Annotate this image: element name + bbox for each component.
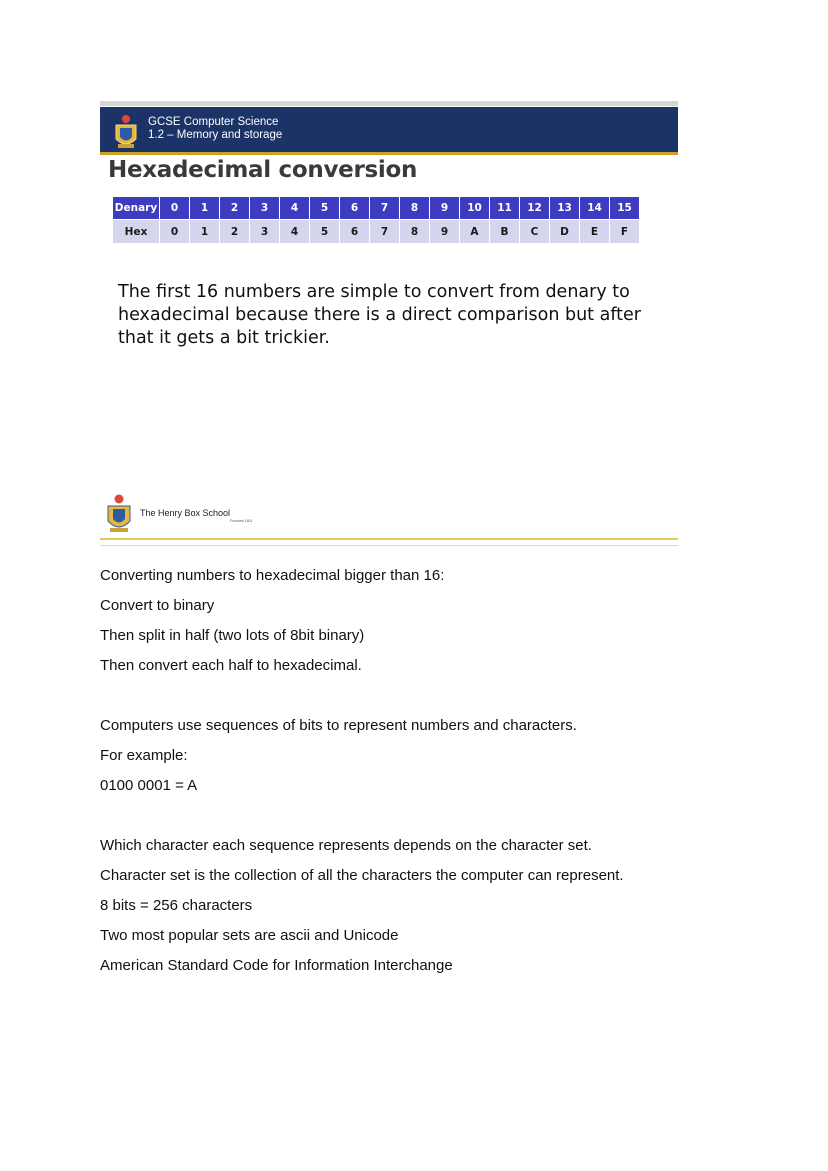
hex-cell: 1 [190,220,219,243]
note-line: Two most popular sets are ascii and Unicode [100,927,399,944]
denary-cell: 10 [460,197,489,220]
note-line: 0100 0001 = A [100,777,198,794]
hex-cell: 4 [280,220,309,243]
note-line: American Standard Code for Information Interchange [100,957,453,974]
denary-row [113,197,639,220]
hex-cell: B [490,220,519,243]
denary-cell: 15 [610,197,639,220]
school-crest-icon [112,113,140,151]
denary-cell: 0 [160,197,189,220]
denary-cell: 13 [550,197,579,220]
denary-label: Denary [113,197,159,220]
denary-cell: 1 [190,197,219,220]
hex-cell: 9 [430,220,459,243]
course-header [148,116,282,142]
hex-cell: 6 [340,220,369,243]
denary-hex-table [112,197,640,243]
hex-cell: F [610,220,639,243]
note-line: Convert to binary [100,597,215,614]
school-founded: Founded 1601 [230,519,253,523]
denary-cell: 8 [400,197,429,220]
hex-row [113,220,639,243]
hex-cell: A [460,220,489,243]
denary-cell: 14 [580,197,609,220]
slide-top-border [100,101,678,106]
hex-cell: 0 [160,220,189,243]
hex-cell: 8 [400,220,429,243]
note-line: 8 bits = 256 characters [100,897,253,914]
denary-cell: 5 [310,197,339,220]
hex-cell: 7 [370,220,399,243]
slide-title: Hexadecimal conversion [108,157,418,183]
slide-image [100,101,678,552]
note-line: Then split in half (two lots of 8bit binary) [100,627,365,644]
hex-cell: 2 [220,220,249,243]
paragraph-gap [100,686,800,716]
note-line: Character set is the collection of all the characters the computer can represent. [100,867,624,884]
footer-accent-line [100,538,678,540]
denary-cell: 2 [220,197,249,220]
denary-cell: 7 [370,197,399,220]
note-line: Then convert each half to hexadecimal. [100,657,362,674]
school-name: The Henry Box School [140,508,231,518]
note-line: Which character each sequence represents depends on the character set. [100,837,592,854]
hex-cell: D [550,220,579,243]
school-crest-icon [104,493,134,535]
note-line: Computers use sequences of bits to represent numbers and characters. [100,717,577,734]
hex-cell: 5 [310,220,339,243]
denary-cell: 3 [250,197,279,220]
denary-cell: 11 [490,197,519,220]
hex-label: Hex [113,220,159,243]
hex-cell: 3 [250,220,279,243]
course-topic: 1.2 – Memory and storage [148,129,283,141]
slide-header [100,107,678,152]
notes-section [100,566,800,986]
denary-cell: 6 [340,197,369,220]
slide-body-text: The first 16 numbers are simple to convert from denary to hexadecimal because there is a direct comparison but after that it gets a bit trickier. [118,282,641,348]
footer-divider [100,545,678,546]
hex-cell: C [520,220,549,243]
hex-cell: E [580,220,609,243]
header-accent-stripe [100,152,678,155]
course-title: GCSE Computer Science [148,116,279,128]
denary-cell: 9 [430,197,459,220]
note-line: Converting numbers to hexadecimal bigger than 16: [100,567,445,584]
note-line: For example: [100,747,188,764]
denary-cell: 4 [280,197,309,220]
paragraph-gap [100,806,800,836]
denary-cell: 12 [520,197,549,220]
